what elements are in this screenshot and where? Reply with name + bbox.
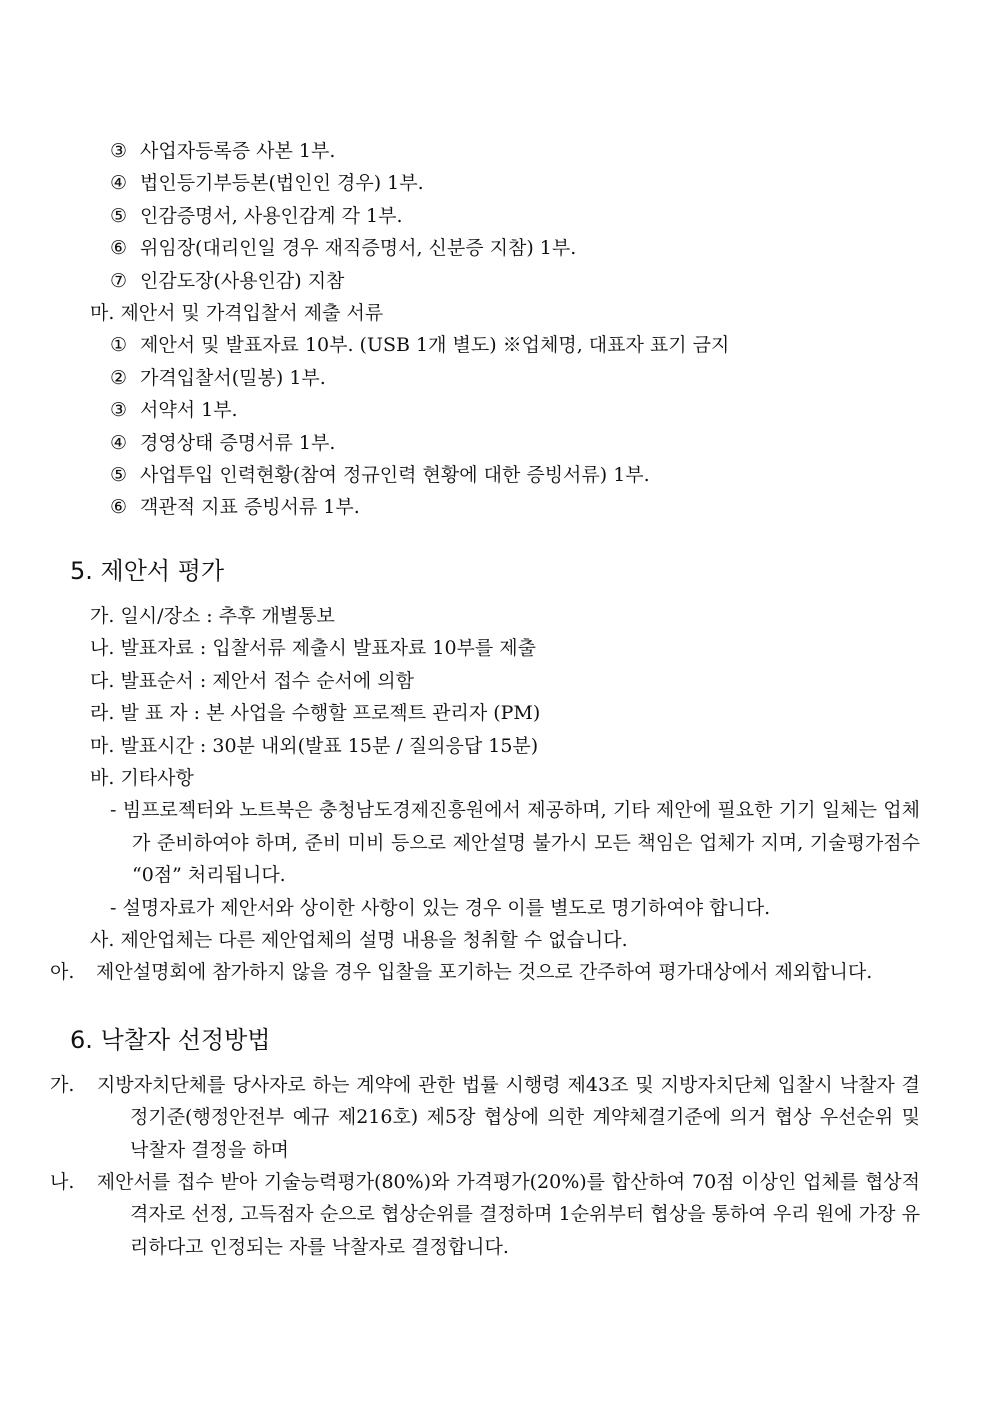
list-item: 다. 발표순서 : 제안서 접수 순서에 의함	[90, 669, 415, 692]
section-title: 5. 제안서 평가	[70, 556, 225, 585]
dash-item: - 설명자료가 제안서와 상이한 사항이 있는 경우 이를 별도로 명기하여야 합니다.	[110, 896, 771, 919]
list-item: ⑤ 인감증명서, 사용인감계 각 1부.	[110, 204, 403, 227]
sub-heading: 마. 제안서 및 가격입찰서 제출 서류	[90, 302, 384, 325]
list-item: 사. 제안업체는 다른 제안업체의 설명 내용을 청취할 수 없습니다.	[90, 928, 628, 951]
list-item: 나. 제안서를 접수 받아 기술능력평가(80%)와 가격평가(20%)를 합산하여 70점 이상인 업체를 협상적격자로 선정, 고득점자 순으로 협상순위를 결정하며 1순위부터 협상을 통하여 우리 원에 가장 유리하다고 인정되는 자를 낙찰자로 결정합니다.	[50, 1170, 921, 1258]
list-item: 아. 제안설명회에 참가하지 않을 경우 입찰을 포기하는 것으로 간주하여 평가대상에서 제외합니다.	[50, 961, 873, 984]
list-item: ② 가격입찰서(밀봉) 1부.	[110, 366, 326, 389]
list-item: 라. 발 표 자 : 본 사업을 수행할 프로젝트 관리자 (PM)	[90, 702, 541, 725]
list-item: ⑦ 인감도장(사용인감) 지참	[110, 269, 345, 292]
list-item: ① 제안서 및 발표자료 10부. (USB 1개 별도) ※업체명, 대표자 표기 금지	[110, 334, 730, 357]
document-page	[0, 135, 992, 1263]
list-item: ⑤ 사업투입 인력현황(참여 정규인력 현황에 대한 증빙서류) 1부.	[110, 464, 650, 487]
list-item: 나. 발표자료 : 입찰서류 제출시 발표자료 10부를 제출	[90, 637, 536, 660]
list-item: 마. 발표시간 : 30분 내외(발표 15분 / 질의응답 15분)	[90, 734, 539, 757]
list-item: ④ 경영상태 증명서류 1부.	[110, 431, 336, 454]
list-item: 바. 기타사항	[90, 766, 194, 789]
list-item: ⑥ 객관적 지표 증빙서류 1부.	[110, 496, 360, 519]
list-item: ③ 서약서 1부.	[110, 399, 238, 422]
list-item: ④ 법인등기부등본(법인인 경우) 1부.	[110, 172, 424, 195]
section-title: 6. 낙찰자 선정방법	[70, 1025, 271, 1054]
list-item: 가. 지방자치단체를 당사자로 하는 계약에 관한 법률 시행령 제43조 및 지방자치단체 입찰시 낙찰자 결정기준(행정안전부 예규 제216호) 제5장 협상에 의한 계약체결기준에 의거 협상 우선순위 및 낙찰자 결정을 하며	[50, 1073, 920, 1161]
list-item: ⑥ 위임장(대리인일 경우 재직증명서, 신분증 지참) 1부.	[110, 237, 577, 260]
list-item: 가. 일시/장소 : 추후 개별통보	[90, 604, 335, 627]
dash-item: - 빔프로젝터와 노트북은 충청남도경제진흥원에서 제공하며, 기타 제안에 필요한 기기 일체는 업체가 준비하여야 하며, 준비 미비 등으로 제안설명 불가시 모든 책임은 업체가 지며, 기술평가점수 “0점” 처리됩니다.	[110, 799, 920, 887]
list-item: ③ 사업자등록증 사본 1부.	[110, 140, 336, 162]
